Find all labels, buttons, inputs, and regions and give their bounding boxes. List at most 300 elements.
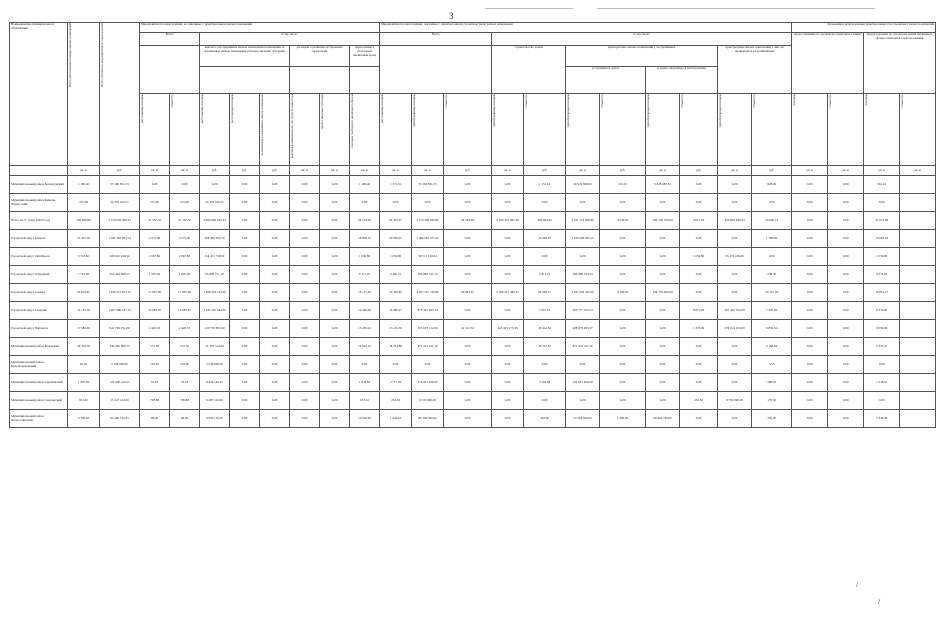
value-cell: 1 932 545 644,00	[200, 302, 230, 320]
total-area-header: Всего расселяемая площадь жилых помещений	[68, 23, 100, 166]
value-cell: 69 335,97	[380, 212, 412, 230]
value-cell: 0,00	[140, 176, 170, 194]
value-cell: 0,00	[792, 410, 828, 428]
value-cell: 9 722 000,00	[412, 392, 444, 410]
value-cell: 811,20	[68, 392, 100, 410]
empty-cell	[900, 212, 936, 230]
value-cell: 0,00	[230, 392, 260, 410]
value-cell: 203 777 160,54	[566, 302, 600, 320]
col-square-header: площадь	[792, 94, 828, 166]
value-cell: 0,00	[230, 374, 260, 392]
value-cell: 0,00	[260, 266, 290, 284]
value-cell: 0,00	[864, 356, 900, 374]
value-cell: 232,30	[680, 392, 718, 410]
empty-cell	[900, 248, 936, 266]
value-cell: 0,00	[492, 266, 524, 284]
table-row	[10, 356, 936, 374]
value-cell: 0,00	[792, 338, 828, 356]
col-cost-header: стоимость	[680, 94, 718, 166]
unit-cell: кв. м	[68, 166, 100, 176]
value-cell: 0,00	[320, 194, 350, 212]
empty-cell	[900, 410, 936, 428]
value-cell: 28 183,99	[444, 212, 492, 230]
value-cell: 0,00	[828, 248, 864, 266]
municipality-name: Муниципальный район Сызранский	[10, 392, 68, 410]
municipality-name: Муниципальный район Безенчукский	[10, 176, 68, 194]
value-cell: 0,00	[792, 284, 828, 302]
value-cell: 0,00	[260, 194, 290, 212]
empty-cell	[900, 230, 936, 248]
value-cell: 6 487 122,00	[200, 392, 230, 410]
b-sub2a-header: в строящихся домах	[566, 67, 646, 94]
c-sub1-header: предоставление по договорам социального найма	[792, 33, 864, 94]
value-cell: 267 432 702,00	[718, 302, 752, 320]
value-cell: 0,00	[260, 212, 290, 230]
value-cell: 0,00	[200, 176, 230, 194]
value-cell: 0,00	[320, 248, 350, 266]
value-cell: 8 750 000,00	[718, 392, 752, 410]
value-cell: 0,00	[680, 374, 718, 392]
empty-cell	[900, 320, 936, 338]
value-cell: 2 420,35	[140, 320, 170, 338]
unit-cell: руб.	[200, 166, 230, 176]
value-cell: 6 168,04	[752, 338, 792, 356]
unit-cell: руб.	[444, 166, 492, 176]
value-cell: 17 580,60	[68, 320, 100, 338]
unit-cell: кв. м	[492, 166, 524, 176]
value-cell: 0,00	[230, 302, 260, 320]
value-cell: 0,00	[600, 356, 646, 374]
col-area-header: расселяемая площадь	[200, 94, 230, 166]
value-cell: 0,00	[680, 230, 718, 248]
value-cell: 0,00	[290, 194, 320, 212]
value-cell: 0,00	[260, 248, 290, 266]
unit-cell: кв. м	[290, 166, 320, 176]
value-cell: 0,00	[718, 338, 752, 356]
value-cell: 120 621 409,00	[566, 374, 600, 392]
value-cell: 672,32	[350, 392, 380, 410]
value-cell: 3 718,60	[68, 248, 100, 266]
value-cell: 0,00	[444, 410, 492, 428]
value-cell: 0,00	[260, 374, 290, 392]
value-cell: 0,00	[230, 266, 260, 284]
value-cell: 42 121,32	[444, 320, 492, 338]
a-sub1-header: выплата собственникам жилых помещений возмещения за изымаемые жилые помещения и предоставление субсидий	[200, 46, 290, 67]
value-cell: 34 121,32	[752, 284, 792, 302]
col-purchased-header: приобретаемая площадь	[566, 94, 600, 166]
value-cell: 0,00	[566, 194, 600, 212]
value-cell: 396 989 321,53	[412, 266, 444, 284]
value-cell: 0,00	[320, 302, 350, 320]
value-cell: 0,00	[828, 176, 864, 194]
unit-cell: руб.	[100, 166, 140, 176]
value-cell: 0,00	[230, 410, 260, 428]
value-cell: 0,00	[412, 194, 444, 212]
municipality-name: Муниципальный район Кинель-Черкасский	[10, 194, 68, 212]
value-cell: 305 159 709,00	[646, 212, 680, 230]
value-cell: 5 570 056 308,24	[100, 212, 140, 230]
value-cell: 0,00	[680, 284, 718, 302]
value-cell: 55 160 831,53	[100, 176, 140, 194]
value-cell: 6 337,21	[864, 338, 900, 356]
value-cell: 114 451 758,50	[200, 248, 230, 266]
table-row	[10, 302, 936, 320]
value-cell: 363,00	[524, 410, 566, 428]
value-cell: 871 431 411,50	[566, 338, 600, 356]
value-cell: 1 280,00	[600, 410, 646, 428]
value-cell: 98,40	[170, 410, 200, 428]
value-cell: 1 530,00	[864, 248, 900, 266]
unit-cell: руб.	[230, 166, 260, 176]
value-cell: 0,00	[828, 410, 864, 428]
value-cell: 0,00	[320, 374, 350, 392]
value-cell: 1 370,90	[680, 320, 718, 338]
value-cell: 20 099,25	[380, 230, 412, 248]
value-cell: 0,00	[230, 320, 260, 338]
value-cell: 0,00	[492, 374, 524, 392]
value-cell: 445 425 173,18	[492, 320, 524, 338]
value-cell: 16 460,30	[350, 302, 380, 320]
value-cell: 0,00	[646, 248, 680, 266]
municipality-name: Городской округ Кинель	[10, 230, 68, 248]
value-cell: 170,30	[752, 392, 792, 410]
value-cell: 0,00	[524, 356, 566, 374]
value-cell: 1 190,40	[350, 176, 380, 194]
value-cell: 0,00	[828, 320, 864, 338]
unit-cell: руб.	[752, 166, 792, 176]
value-cell: 17 857,69	[140, 284, 170, 302]
value-cell: 0,00	[444, 302, 492, 320]
c-sub2-header: предоставление по договорам найма жилищного фонда социального использования	[864, 33, 936, 94]
value-cell: 0,00	[600, 374, 646, 392]
municipality-name: Городской округ Чапаевск	[10, 320, 68, 338]
value-cell: 84 608,37	[524, 284, 566, 302]
value-cell: 0,00	[566, 248, 600, 266]
value-cell: 0,00	[646, 392, 680, 410]
value-cell: 0,00	[492, 230, 524, 248]
value-cell: 2 067,80	[140, 248, 170, 266]
value-cell: 0,00	[718, 194, 752, 212]
a-sub3-header: переселение в свободный жилищный фонд	[350, 46, 380, 67]
value-cell: 0,00	[792, 356, 828, 374]
value-cell: 4 700,62	[68, 410, 100, 428]
municipality-name: Муниципальный район Хворостянский	[10, 410, 68, 428]
value-cell: 0,00	[290, 356, 320, 374]
municipality-name: Муниципальный район Красноармейский	[10, 356, 68, 374]
value-cell: 0,00	[566, 392, 600, 410]
empty-cell	[900, 194, 936, 212]
value-cell: 4 100,00	[600, 284, 646, 302]
value-cell: 0,00	[492, 176, 524, 194]
value-cell: 15 699,25	[524, 230, 566, 248]
value-cell: 0,00	[600, 320, 646, 338]
value-cell: 0,00	[290, 320, 320, 338]
value-cell: 15 247 122,00	[100, 392, 140, 410]
value-cell: 0,00	[680, 410, 718, 428]
value-cell: 1 190,40	[68, 176, 100, 194]
value-cell: 350,00	[752, 410, 792, 428]
value-cell: 49 541 848,00	[566, 176, 600, 194]
value-cell: 4 239,00	[600, 212, 646, 230]
value-cell: 0,00	[680, 194, 718, 212]
value-cell: 0,00	[444, 248, 492, 266]
value-cell: 0,00	[600, 302, 646, 320]
value-cell: 0,00	[320, 230, 350, 248]
value-cell: 0,00	[752, 248, 792, 266]
value-cell: 873 445 905,14	[412, 302, 444, 320]
table-row	[10, 410, 936, 428]
value-cell: 305 097 112,00	[412, 320, 444, 338]
value-cell: 64 143,28	[350, 212, 380, 230]
value-cell: 0,00	[680, 266, 718, 284]
value-cell: 0,00	[828, 284, 864, 302]
value-cell: 41 556,52	[170, 212, 200, 230]
value-cell: 1 607,40	[140, 266, 170, 284]
value-cell: 24 376 106,51	[200, 194, 230, 212]
value-cell: 0,00	[444, 338, 492, 356]
unit-cell: кв. м	[900, 166, 936, 176]
table-row	[10, 212, 936, 230]
value-cell: 5 188 000,00	[100, 356, 140, 374]
unit-cell: кв. м	[864, 166, 900, 176]
value-cell: 456 828 940,43	[718, 212, 752, 230]
value-cell: 19 683,95	[170, 302, 200, 320]
col-price-header: стоимость	[900, 94, 936, 166]
table-row	[10, 194, 936, 212]
col-free-header: площадь свободного жилищного фонда	[350, 94, 380, 166]
value-cell: 0,00	[320, 392, 350, 410]
value-cell: 0,00	[718, 176, 752, 194]
value-cell: 0,00	[230, 212, 260, 230]
value-cell: 0,00	[718, 230, 752, 248]
table-row	[10, 338, 936, 356]
value-cell: 95,40	[68, 356, 100, 374]
value-cell: 0,00	[290, 338, 320, 356]
value-cell: 0,00	[718, 374, 752, 392]
value-cell: 4 057 567 745,90	[412, 284, 444, 302]
value-cell: 2 420,35	[170, 320, 200, 338]
value-cell: 0,00	[260, 392, 290, 410]
value-cell: 0,00	[718, 356, 752, 374]
empty-cell	[900, 176, 936, 194]
value-cell: 0,00	[492, 194, 524, 212]
value-cell: 0,00	[600, 230, 646, 248]
value-cell: 4 575,00	[140, 230, 170, 248]
table-row	[10, 284, 936, 302]
value-cell: 14 630,00	[350, 410, 380, 428]
table-row	[10, 392, 936, 410]
value-cell: 7 367,91	[524, 302, 566, 320]
value-cell: 2 717,29	[380, 374, 412, 392]
value-cell: 95 153 180,00	[718, 248, 752, 266]
value-cell: 94 298 126,35	[100, 410, 140, 428]
unit-cell: кв. м	[140, 166, 170, 176]
b-sub3-header: приобретение жилых помещений у лиц, не являющихся застройщиками	[718, 46, 792, 94]
empty-cell	[900, 266, 936, 284]
value-cell: 8 871,00	[680, 302, 718, 320]
value-cell: 0,00	[230, 284, 260, 302]
table-body	[10, 176, 936, 428]
value-cell: 0,00	[828, 230, 864, 248]
value-cell: 15 230,24	[350, 320, 380, 338]
value-cell: 871 431 411,50	[412, 338, 444, 356]
col-cost-header: стоимость	[170, 94, 200, 166]
group-b-header: Мероприятия по переселению, связанные с приобретением (строительством) жилых помещений	[380, 23, 792, 33]
value-cell: 0,00	[792, 302, 828, 320]
value-cell: 88 300 000,00	[412, 410, 444, 428]
value-cell: 828,99	[752, 176, 792, 194]
pen-mark: /	[878, 597, 881, 606]
value-cell: 0,00	[600, 248, 646, 266]
name-column-header: Наименование муниципального образования	[10, 23, 68, 166]
value-cell: 7 920,00	[752, 302, 792, 320]
value-cell: 0,00	[828, 356, 864, 374]
value-cell: 1 086 063 371,45	[412, 230, 444, 248]
empty-cell	[900, 374, 936, 392]
value-cell: 0,00	[680, 338, 718, 356]
value-cell: 66 664 783,00	[646, 410, 680, 428]
value-cell: 0,00	[646, 230, 680, 248]
unit-cell: руб.	[524, 166, 566, 176]
value-cell: 2 231 714 609,89	[566, 212, 600, 230]
value-cell: 2 067,80	[170, 248, 200, 266]
value-cell: 1 371,01	[380, 176, 412, 194]
value-cell: 0,00	[290, 302, 320, 320]
value-cell: 0,00	[260, 302, 290, 320]
value-cell: 0,00	[600, 266, 646, 284]
value-cell: 31 673,68	[864, 212, 900, 230]
value-cell: 0,00	[600, 392, 646, 410]
empty-cell	[900, 356, 936, 374]
value-cell: 515,90	[170, 194, 200, 212]
unit-cell: кв. м	[412, 166, 444, 176]
value-cell: 0,00	[444, 392, 492, 410]
value-cell: 0,00	[170, 176, 200, 194]
value-cell: 6 830 170,30	[200, 410, 230, 428]
value-cell: 1 382 365 085,74	[100, 230, 140, 248]
value-cell: 6 117,25	[350, 266, 380, 284]
b-incl-header: в том числе:	[492, 33, 792, 46]
value-cell: 120 730 805,90	[200, 320, 230, 338]
value-cell: 24 324,70	[68, 338, 100, 356]
value-cell: 0,00	[792, 374, 828, 392]
value-cell: 0,00	[646, 320, 680, 338]
unit-cell: руб.	[600, 166, 646, 176]
col-purchased-header: приобретаемая площадь	[492, 94, 524, 166]
a-incl-header: в том числе:	[200, 33, 380, 46]
value-cell: 0,00	[380, 194, 412, 212]
empty-cell	[900, 302, 936, 320]
value-cell: 361,41	[864, 176, 900, 194]
value-cell: 1 833,94	[350, 374, 380, 392]
value-cell: 0,00	[380, 356, 412, 374]
value-cell: 0,00	[864, 392, 900, 410]
value-cell: 0,00	[444, 176, 492, 194]
value-cell: 6 832,32	[752, 320, 792, 338]
table-row	[10, 266, 936, 284]
value-cell: 324 750 000,00	[646, 284, 680, 302]
value-cell: 0,00	[492, 410, 524, 428]
value-cell: 0,00	[792, 392, 828, 410]
value-cell: 105 699,80	[68, 212, 100, 230]
value-cell: 798,88	[140, 392, 170, 410]
value-cell: 9 059,06	[864, 320, 900, 338]
col-area-header: расселяемая площадь	[380, 94, 412, 166]
value-cell: 0,00	[444, 356, 492, 374]
value-cell: 0,00	[290, 374, 320, 392]
value-cell: 19 061,27	[864, 284, 900, 302]
col-purchased-header: приобретаемая площадь	[412, 94, 444, 166]
value-cell: 0,00	[718, 284, 752, 302]
value-cell: 670 614 255,00	[718, 320, 752, 338]
empty-cell	[900, 392, 936, 410]
value-cell: 33,63	[170, 374, 200, 392]
value-cell: 0,00	[600, 194, 646, 212]
b-sub2b-header: в домах, введенных в эксплуатацию	[646, 67, 718, 94]
table-row	[10, 320, 936, 338]
value-cell: 16 177,20	[350, 284, 380, 302]
col-cost-header: стоимость	[600, 94, 646, 166]
value-cell: 0,00	[792, 230, 828, 248]
value-cell: 0,00	[320, 356, 350, 374]
value-cell: 0,00	[290, 410, 320, 428]
value-cell: 1 650,80	[350, 248, 380, 266]
resettlement-table	[9, 22, 936, 428]
value-cell: 0,00	[828, 302, 864, 320]
value-cell: 0,00	[864, 194, 900, 212]
value-cell: 126 438 126,25	[100, 374, 140, 392]
a-sub2-header: договоры о развитии застроенных территорий	[290, 46, 350, 67]
table-row	[10, 176, 936, 194]
value-cell: 13 102,82	[380, 284, 412, 302]
value-cell: 0,00	[492, 302, 524, 320]
value-cell: 33,63	[140, 374, 170, 392]
value-cell: 0,00	[320, 284, 350, 302]
b-total-header: Всего	[380, 33, 492, 46]
value-cell: 573,50	[170, 338, 200, 356]
value-cell: 339 265 892,55	[100, 338, 140, 356]
col-cost-header: стоимость	[444, 94, 492, 166]
value-cell: 0,00	[792, 320, 828, 338]
value-cell: 24 376 106,51	[100, 194, 140, 212]
value-cell: 0,00	[230, 356, 260, 374]
value-cell: 1 780,00	[752, 230, 792, 248]
value-cell: 453 444 606,53	[100, 266, 140, 284]
value-cell: 41 556,52	[140, 212, 170, 230]
value-cell: 1 650,80	[380, 248, 412, 266]
value-cell: 409 684,00	[524, 212, 566, 230]
unit-cell: кв. м	[828, 166, 864, 176]
value-cell: 0,00	[492, 356, 524, 374]
value-cell: 0,00	[646, 374, 680, 392]
value-cell: 161,25	[600, 176, 646, 194]
value-cell: 1 246,38	[864, 410, 900, 428]
value-cell: 0,00	[230, 176, 260, 194]
value-cell: 1 636 251 873,72	[100, 284, 140, 302]
a-total-header: Всего	[140, 33, 200, 46]
value-cell: 1 907,82	[68, 374, 100, 392]
value-cell: 19 683,95	[140, 302, 170, 320]
value-cell: 7 724,90	[68, 266, 100, 284]
table-row	[10, 230, 936, 248]
value-cell: 23 115,30	[380, 320, 412, 338]
value-cell: 4 575,00	[170, 230, 200, 248]
municipality-name: Городской округ Октябрьск	[10, 248, 68, 266]
value-cell: 0,00	[412, 356, 444, 374]
value-cell: 0,00	[290, 248, 320, 266]
value-cell: 2 566 417 486,33	[492, 284, 524, 302]
col-cost-header: стоимость	[524, 94, 566, 166]
